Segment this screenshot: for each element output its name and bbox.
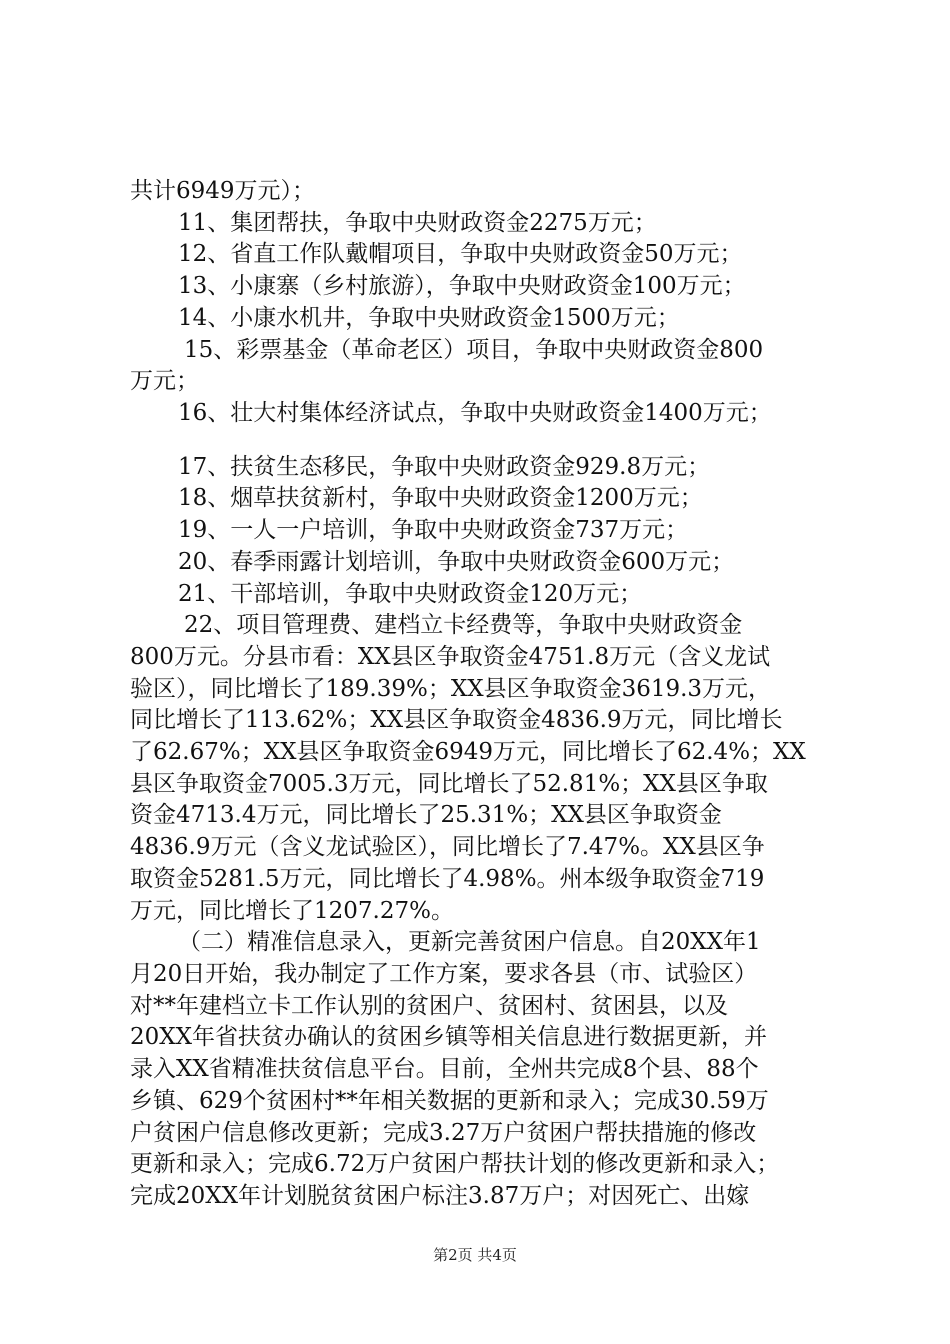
text-line: 20XX年省扶贫办确认的贫困乡镇等相关信息进行数据更新，并: [130, 1024, 768, 1050]
text-line: 验区），同比增长了189.39%；XX县区争取资金3619.3万元，: [130, 676, 772, 702]
text-line: 4836.9万元（含义龙试验区），同比增长了7.47%。XX县区争: [130, 834, 765, 860]
text-line: 乡镇、629个贫困村**年相关数据的更新和录入；完成30.59万: [130, 1088, 769, 1114]
text-line: 资金4713.4万元，同比增长了25.31%；XX县区争取资金: [130, 802, 722, 828]
text-line: 16、壮大村集体经济试点，争取中央财政资金1400万元；: [178, 400, 772, 426]
text-line: 录入XX省精准扶贫信息平台。目前，全州共完成8个县、88个: [130, 1056, 759, 1082]
text-line: 11、集团帮扶，争取中央财政资金2275万元；: [178, 210, 657, 236]
text-line: （二）精准信息录入，更新完善贫困户信息。自20XX年1: [178, 929, 761, 955]
text-line: 同比增长了113.62%；XX县区争取资金4836.9万元，同比增长: [130, 707, 783, 733]
text-line: 22、项目管理费、建档立卡经费等，争取中央财政资金: [184, 612, 743, 638]
text-line: 19、一人一户培训，争取中央财政资金737万元；: [178, 517, 689, 543]
text-line: 完成20XX年计划脱贫贫困户标注3.87万户；对因死亡、出嫁: [130, 1183, 750, 1209]
text-line: 万元；: [130, 368, 199, 394]
text-line: 12、省直工作队戴帽项目，争取中央财政资金50万元；: [178, 241, 743, 267]
text-line: 共计6949万元）；: [130, 178, 316, 204]
text-line: 13、小康寨（乡村旅游），争取中央财政资金100万元；: [178, 273, 746, 299]
page-footer: 第2页 共4页: [433, 1246, 517, 1264]
text-line: 21、干部培训，争取中央财政资金120万元；: [178, 581, 643, 607]
text-line: 20、春季雨露计划培训，争取中央财政资金600万元；: [178, 549, 735, 575]
text-line: 800万元。分县市看：XX县区争取资金4751.8万元（含义龙试: [130, 644, 771, 670]
text-line: 18、烟草扶贫新村，争取中央财政资金1200万元；: [178, 485, 703, 511]
text-line: 15、彩票基金（革命老区）项目，争取中央财政资金800: [184, 337, 764, 363]
text-line: 县区争取资金7005.3万元，同比增长了52.81%；XX县区争取: [130, 771, 768, 797]
text-line: 取资金5281.5万元，同比增长了4.98%。州本级争取资金719: [130, 866, 765, 892]
text-line: 更新和录入；完成6.72万户贫困户帮扶计划的修改更新和录入；: [130, 1151, 780, 1177]
text-line: 户贫困户信息修改更新；完成3.27万户贫困户帮扶措施的修改: [130, 1120, 757, 1146]
text-line: 了62.67%；XX县区争取资金6949万元，同比增长了62.4%；XX: [130, 739, 806, 765]
text-line: 17、扶贫生态移民，争取中央财政资金929.8万元；: [178, 454, 711, 480]
text-line: 对**年建档立卡工作认别的贫困户、贫困村、贫困县，以及: [130, 993, 728, 1019]
text-line: 月20日开始，我办制定了工作方案，要求各县（市、试验区）: [130, 961, 758, 987]
text-line: 14、小康水机井，争取中央财政资金1500万元；: [178, 305, 680, 331]
text-line: 万元，同比增长了1207.27%。: [130, 898, 454, 924]
